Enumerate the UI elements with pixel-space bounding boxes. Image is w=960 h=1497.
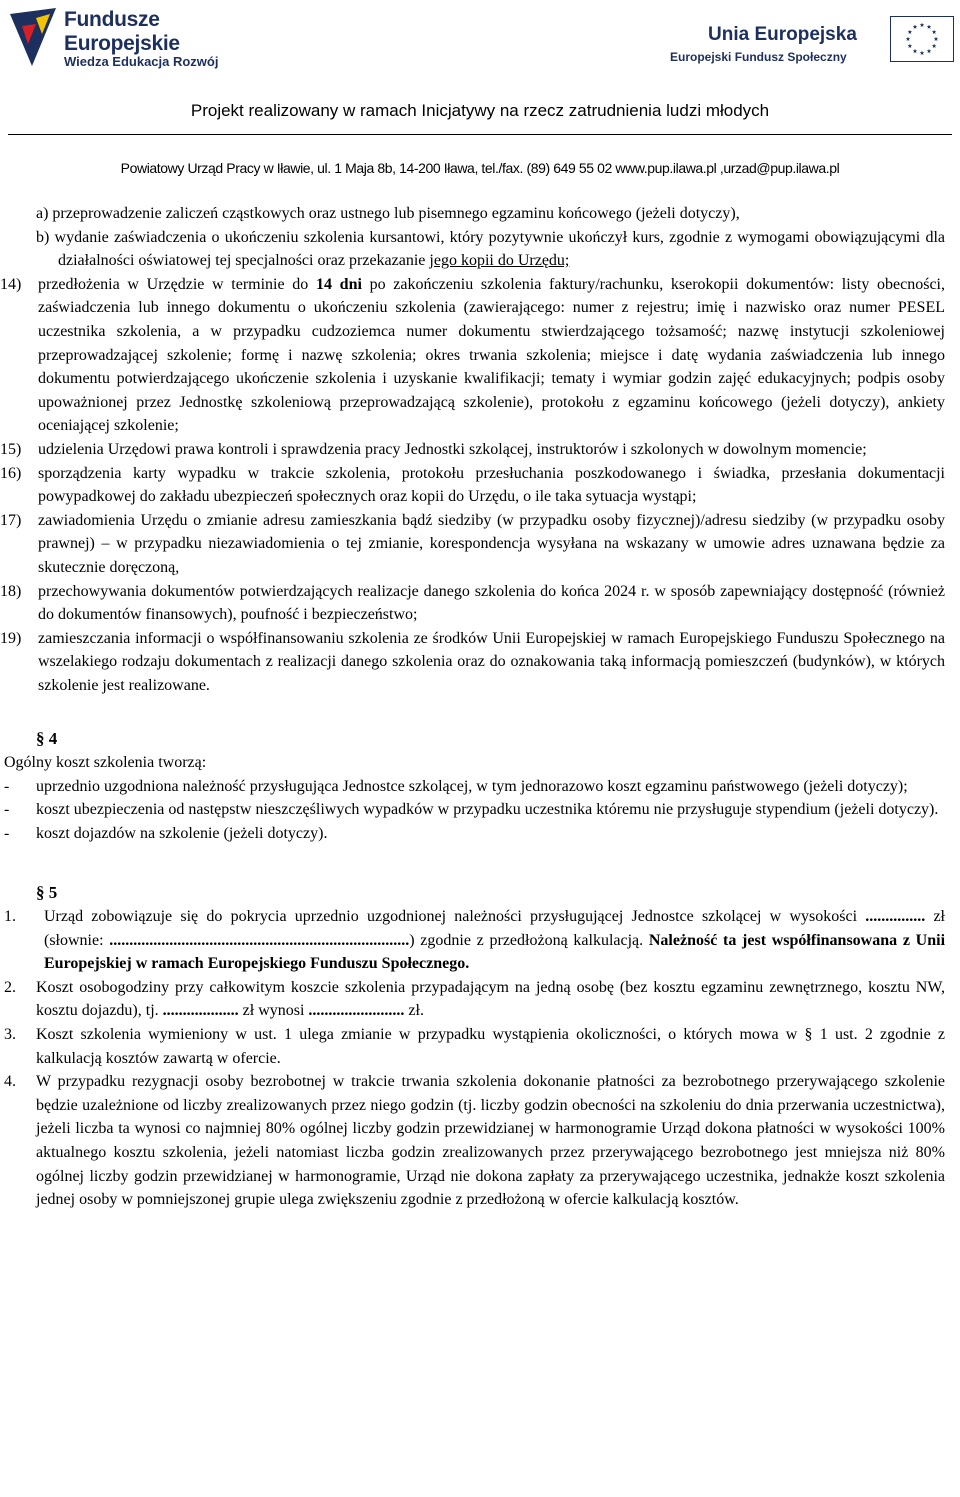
list-item-number: 17)	[0, 511, 22, 529]
list-item-19	[0, 627, 945, 698]
list-item-number: 15)	[0, 440, 22, 458]
logo-right-line1: Unia Europejska	[708, 24, 857, 45]
logo-left-line1: Fundusze	[64, 8, 160, 31]
point-text: zł wynosi	[238, 1002, 309, 1020]
dash-item	[4, 822, 945, 846]
list-item-number: 18)	[0, 582, 22, 600]
section-5-point-1	[4, 905, 946, 976]
dash-bullet: -	[4, 777, 10, 795]
point-text: Urząd zobowiązuje się do pokrycia uprzednio uzgodnionej należności przysługującej Jednostce szkolącej w wysokości	[44, 908, 866, 926]
amount-blank: ...............	[865, 908, 926, 926]
point-number: 4.	[4, 1073, 16, 1091]
sub-item-b-underlined: jego kopii do Urzędu;	[429, 252, 570, 270]
fundusze-europejskie-logo	[6, 2, 256, 72]
point-text: zł (słownie:	[44, 908, 945, 949]
dash-item-text: koszt ubezpieczenia od następstw nieszczęśliwych wypadków w przypadku uczestnika któremu nie przysługuje stypendium (jeżeli dotyczy).	[36, 801, 939, 819]
dash-bullet: -	[4, 824, 10, 842]
dash-item	[4, 775, 945, 799]
list-item-number: 14)	[0, 275, 22, 293]
list-item-14	[0, 273, 945, 438]
section-4-heading: § 4	[36, 729, 58, 749]
list-item-text-cont: po zakończeniu szkolenia faktury/rachunku, kserokopii dokumentów: listy obecności, zaświadczenia lub innego dokumentu o ukończeniu szkolenia (zawierającego: numer z rejestru; imię i nazwisko oraz numer PESEL uczestnika szkolenia, a w przypadku cudzoziemca numer dokumentu stwierdzającego tożsamość; nazwę instytucji szkoleniowej przeprowadzającej szkolenie; formę i nazwę szkolenia; okres trwania szkolenia; miejsce i datę wydania zaświadczenia lub innego dokumentu potwierdzającego ukończenie szkolenia i uzyskanie kwalifikacji; tematy i wymiar godzin zajęć edukacyjnych; podpis osoby upoważnionej przez Jednostkę szkoleniową przeprowadzającą szkolenie), protokołu z egzaminu końcowego (jeżeli dotyczy), ankiety oceniającej szkolenie;	[38, 275, 946, 435]
dash-item-text: uprzednio uzgodniona należność przysługująca Jednostce szkolącej, w tym jednorazowo koszt egzaminu państwowego (jeżeli dotyczy);	[36, 777, 908, 795]
list-item-bold: 14 dni	[315, 275, 362, 293]
sub-item-a: a) przeprowadzenie zaliczeń cząstkowych oraz ustnego lub pisemnego egzaminu końcowego (jeżeli dotyczy),	[36, 205, 740, 222]
section-4-lead: Ogólny koszt szkolenia tworzą:	[4, 754, 207, 772]
sub-item-b	[36, 226, 945, 273]
list-item-number: 19)	[0, 629, 22, 647]
fe-star-icon	[6, 4, 62, 70]
address-line: Powiatowy Urząd Pracy w Iławie, ul. 1 Maja 8b, 14-200 Iława, tel./fax. (89) 649 55 02 www.pup.ilawa.pl ,urzad@pup.ilawa.pl	[120, 160, 840, 176]
point-number: 2.	[4, 978, 16, 996]
amount-blank: ...................	[162, 1002, 239, 1020]
unia-europejska-logo	[670, 16, 954, 68]
point-number: 3.	[4, 1026, 16, 1043]
eu-flag-icon	[890, 16, 954, 62]
list-item-number: 16)	[0, 464, 22, 482]
section-5-heading: § 5	[36, 883, 58, 903]
list-item-18	[0, 580, 945, 627]
logo-left-line2: Europejskie	[64, 32, 180, 55]
header-divider	[8, 134, 952, 135]
point-text: Koszt szkolenia wymieniony w ust. 1 ulega zmianie w przypadku wystąpienia okoliczności, o których mowa w § 1 ust. 2 zgodnie z kalkulacją kosztów zawartą w ofercie.	[36, 1026, 945, 1067]
section-5-point-2	[4, 976, 945, 1023]
dash-bullet: -	[4, 801, 10, 819]
dash-item-text: koszt dojazdów na szkolenie (jeżeli dotyczy).	[36, 824, 328, 842]
list-item-15	[0, 438, 945, 462]
list-item-text: udzielenia Urzędowi prawa kontroli i sprawdzenia pracy Jednostki szkolącej, instruktorów i szkolonych w dowolnym momencie;	[38, 440, 867, 458]
point-number: 1.	[4, 908, 16, 926]
point-text: Koszt osobogodziny przy całkowitym koszcie szkolenia przypadającym na jedną osobę (bez kosztu egzaminu zewnętrznego, kosztu NW, kosztu dojazdu), tj.	[36, 978, 945, 1020]
document-body	[0, 202, 946, 1212]
point-text: ) zgodnie z przedłożoną kalkulacją.	[409, 931, 649, 949]
section-5-point-3	[4, 1023, 945, 1070]
list-item-text: sporządzenia karty wypadku w trakcie szkolenia, protokołu przesłuchania poszkodowanego i świadka, przesłania dokumentacji powypadkowej do zakładu ubezpieczeń społecznych oraz kopii do Urzędu, o ile taka sytuacja wystąpi;	[38, 464, 945, 506]
list-item-text: przechowywania dokumentów potwierdzających realizacje danego szkolenia do końca 2024 r. w sposób zapewniający dostępność (również do dokumentów finansowych), poufność i bezpieczeństwo;	[38, 582, 945, 624]
sub-item-b-text: b) wydanie zaświadczenia o ukończeniu szkolenia kursantowi, który pozytywnie ukończył kurs, zgodnie z wymogami obowiązującymi dla działalności oświatowej tej specjalności oraz przekazanie	[36, 228, 945, 270]
list-item-text: zamieszczania informacji o współfinansowaniu szkolenia ze środków Unii Europejskiej w ramach Europejskiego Funduszu Społecznego na wszelakiego rodzaju dokumentach z realizacji danego szkolenia oraz do oznakowania taką informacją pomieszczeń (budynków), w których szkolenie jest realizowane.	[38, 629, 945, 694]
point-text: W przypadku rezygnacji osoby bezrobotnej w trakcie trwania szkolenia dokonanie płatności za bezrobotnego przerywającego szkolenie będzie uzależnione od liczby zrealizowanych przez niego godzin (tj. liczby godzin obecności na szkoleniu do dnia przerwania uczestnictwa), jeżeli liczba ta wynosi co najmniej 80% ogólnej liczby godzin przewidzianej w harmonogramie Urząd dokona płatności w wysokości 100% aktualnego kosztu szkolenia, jeżeli natomiast liczba godzin zrealizowanych przez przerywającego bezrobotnego jest mniejsza niż 80% ogólnej liczby godzin przewidzianej w harmonogramie, Urząd nie dokona zapłaty za przerywającego uczestnika, jednakże koszt szkolenia jednej osoby w pomniejszonej grupie ulega zwiększeniu zgodnie z przedłożoną w ofercie kalkulacją kosztów.	[36, 1073, 945, 1209]
point-bold-text: Należność ta jest współfinansowana z Unii Europejskiej w ramach Europejskiego Funduszu Społecznego.	[44, 931, 946, 973]
logo-right-line2: Europejski Fundusz Społeczny	[670, 50, 847, 64]
amount-blank: ........................	[308, 1002, 405, 1020]
dash-item	[4, 798, 945, 822]
point-text: zł.	[404, 1002, 424, 1020]
list-item-text: zawiadomienia Urzędu o zmianie adresu zamieszkania bądź siedziby (w przypadku osoby fizycznej)/adresu siedziby (w przypadku osoby prawnej) – w przypadku niezawiadomienia o tej zmianie, korespondencja wysyłana na wskazany w umowie adres uznawana będzie za skutecznie doręczoną,	[38, 511, 945, 576]
project-line: Projekt realizowany w ramach Inicjatywy na rzecz zatrudnienia ludzi młodych	[190, 101, 770, 120]
logo-left-line3: Wiedza Edukacja Rozwój	[64, 54, 219, 69]
list-item-17	[0, 509, 945, 580]
section-5-point-4	[4, 1070, 945, 1212]
amount-words-blank: ...........................................................................	[109, 931, 410, 949]
list-item-16	[0, 462, 945, 509]
list-item-text: przedłożenia w Urzędzie w terminie do	[38, 275, 316, 293]
